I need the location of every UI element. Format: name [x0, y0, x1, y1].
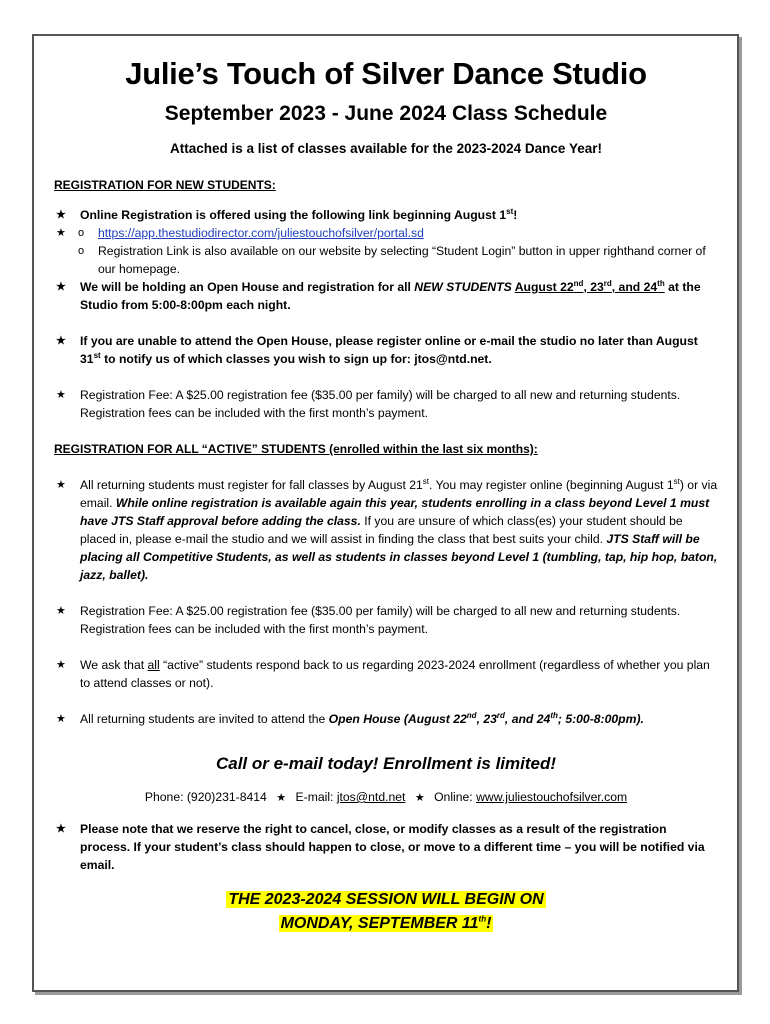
document-body [54, 54, 718, 936]
call-to-action: Call or e-mail today! Enrollment is limited! [215, 754, 557, 773]
new-students-heading: REGISTRATION FOR NEW STUDENTS: [54, 178, 276, 192]
star-icon: ★ [414, 792, 425, 804]
note-list [54, 820, 718, 874]
page-subtitle: September 2023 - June 2024 Class Schedule [164, 102, 608, 125]
new-students-list [54, 206, 718, 422]
session-line-2: MONDAY, SEPTEMBER 11th! [280, 914, 492, 932]
sub-list-item [54, 224, 718, 242]
sub-list-item: o Registration Link is also available on our website by selecting “Student Login” button in upper righthand corner of our homepage. [54, 242, 718, 278]
phone-text: Phone: (920)231-8414 [144, 790, 267, 804]
page-title: Julie’s Touch of Silver Dance Studio [125, 56, 647, 91]
session-line-1: THE 2023-2024 SESSION WILL BEGIN ON [228, 891, 544, 908]
list-item: ★ Registration Fee: A $25.00 registration fee ($35.00 per family) will be charged to all new and returning students. Registration fees can be included with the first month’s payment. [54, 602, 718, 638]
active-students-list [54, 476, 718, 728]
list-item: ★ Registration Fee: A $25.00 registration fee ($35.00 per family) will be charged to all new and returning students. Registration fees can be included with the first month’s payment. [54, 386, 718, 422]
list-item: ★ All returning students must register for fall classes by August 21st. You may register online (beginning August 1st) or via email. While online registration is available again this year, students enrolling in a class beyond Level 1 must have JTS Staff approval before adding the class. If you are unsure of which class(es) your student should be placed in, please e-mail the studio and we will assist in finding the class that best suits your child. JTS Staff will be placing all Competitive Students, as well as students in classes beyond Level 1 (tumbling, tap, hip hop, baton, jazz, ballet). [54, 476, 718, 584]
website-link[interactable]: www.juliestouchofsilver.com [476, 790, 628, 804]
list-item: ★ Online Registration is offered using the following link beginning August 1st! [54, 206, 718, 224]
list-item: ★ We ask that all “active” students respond back to us regarding 2023-2024 enrollment (regardless of whether you plan to attend classes or not). [54, 656, 718, 692]
active-students-heading: REGISTRATION FOR ALL “ACTIVE” STUDENTS (enrolled within the last six months): [54, 442, 538, 456]
session-banner [54, 888, 718, 936]
star-icon: ★ [276, 792, 287, 804]
list-item: ★ If you are unable to attend the Open House, please register online or e-mail the studio no later than August 31st to notify us of which classes you wish to sign up for: jtos@ntd.net. [54, 332, 718, 368]
contact-line: Phone: (920)231-8414 ★ E-mail: jtos@ntd.net ★ Online: www.juliestouchofsilver.com [144, 790, 628, 804]
sub-list-container [54, 224, 718, 278]
list-item: ★ We will be holding an Open House and registration for all NEW STUDENTS August 22nd, 23rd, and 24th at the Studio from 5:00-8:00pm each night. [54, 278, 718, 314]
intro-text: Attached is a list of classes available for the 2023-2024 Dance Year! [170, 141, 602, 156]
list-item: ★ All returning students are invited to attend the Open House (August 22nd, 23rd, and 24th; 5:00-8:00pm). [54, 710, 718, 728]
list-item: ★ Please note that we reserve the right to cancel, close, or modify classes as a result of the registration process. If your student’s class should happen to close, or move to a different time – you will be notified via email. [54, 820, 718, 874]
portal-link[interactable]: https://app.thestudiodirector.com/juliestouchofsilver/portal.sd [98, 226, 424, 240]
email-link[interactable]: jtos@ntd.net [336, 790, 406, 804]
